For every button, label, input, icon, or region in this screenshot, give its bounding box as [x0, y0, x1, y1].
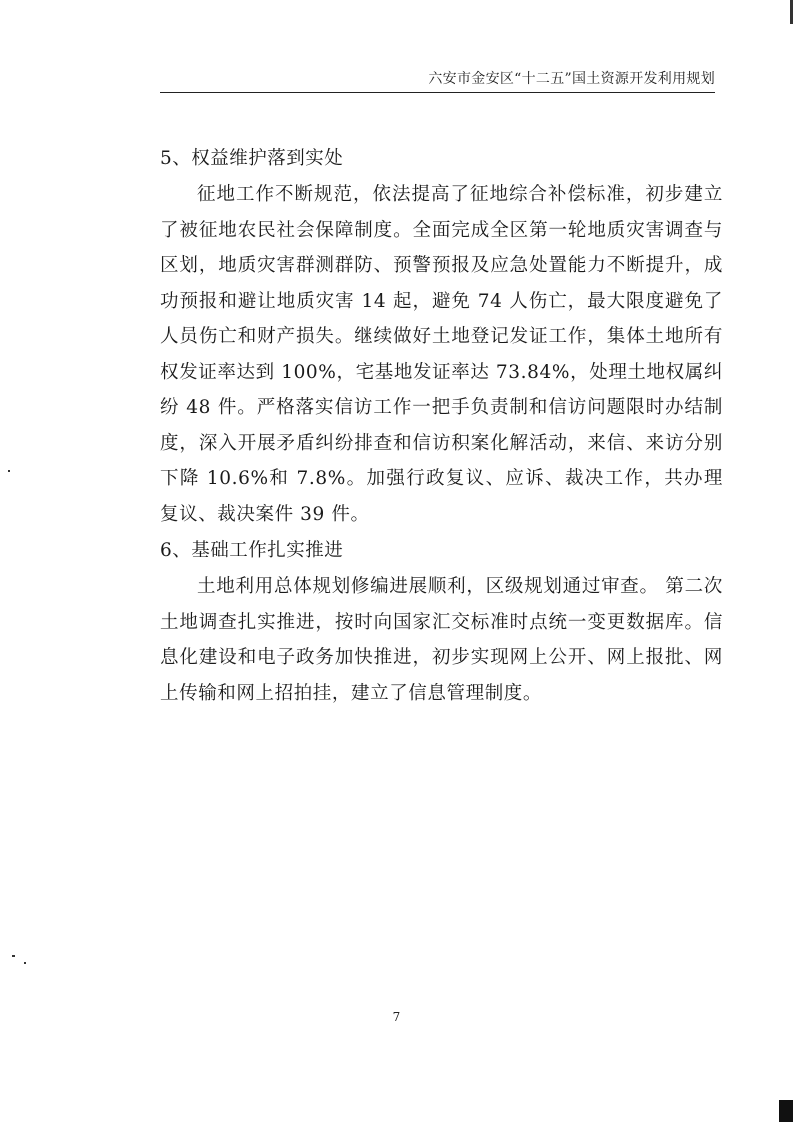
scan-speck	[24, 962, 26, 964]
paragraph-basic-work: 土地利用总体规划修编进展顺利，区级规划通过审查。 第二次土地调查扎实推进，按时向国家汇交标准时点统一变更数据库。信息化建设和电子政务加快推进，初步实现网上公开、网上报批、网上传输和网上招拍挂，建立了信息管理制度。	[160, 576, 723, 704]
header-title: 六安市金安区“十二五”国土资源开发利用规划	[428, 71, 715, 87]
document-body	[160, 140, 723, 711]
section-heading-rights-protection: 5、权益维护落到实处	[160, 148, 344, 169]
scan-speck	[12, 955, 15, 957]
page-number: 7	[392, 1010, 401, 1024]
page-header	[160, 66, 715, 90]
section-heading-basic-work: 6、基础工作扎实推进	[160, 540, 344, 561]
scan-corner-mark	[779, 1100, 793, 1122]
header-rule	[160, 92, 715, 93]
scan-speck	[8, 470, 10, 472]
paragraph-rights-protection: 征地工作不断规范，依法提高了征地综合补偿标准，初步建立了被征地农民社会保障制度。全面完成全区第一轮地质灾害调查与区划，地质灾害群测群防、预警预报及应急处置能力不断提升，成功预报和避让地质灾害 14 起，避免 74 人伤亡，最大限度避免了人员伤亡和财产损失。继续做好土地登记发证工作，集体土地所有权发证率达到 100%，宅基地发证率达 73.84%，处理土地权属纠纷 48 件。严格落实信访工作一把手负责制和信访问题限时办结制度，深入开展矛盾纠纷排查和信访积案化解活动，来信、来访分别下降 10.6%和 7.8%。加强行政复议、应诉、裁决工作，共办理复议、裁决案件 39 件。	[160, 184, 723, 525]
